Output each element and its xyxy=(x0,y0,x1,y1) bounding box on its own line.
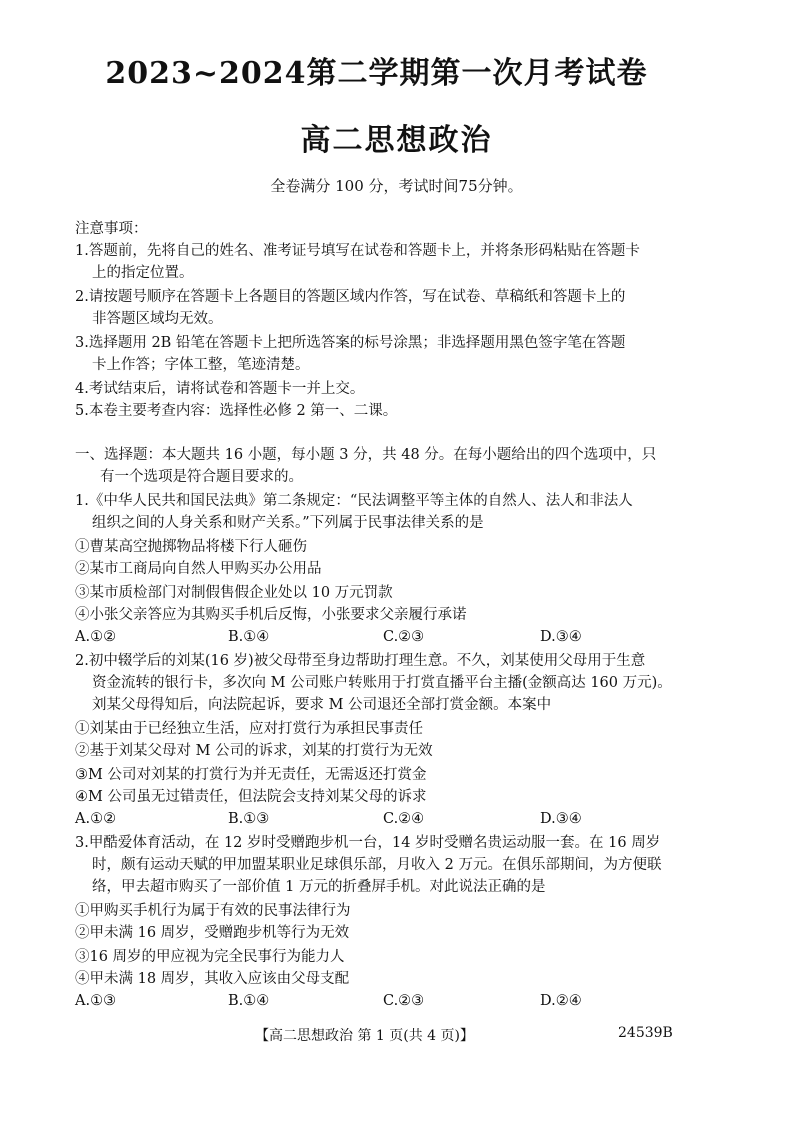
paper-code: 24539B xyxy=(618,1025,673,1041)
question-item: ④甲未满 18 周岁，其收入应该由父母支配 xyxy=(75,971,350,987)
question-item: ②基于刘某父母对 M 公司的诉求，刘某的打赏行为无效 xyxy=(75,743,433,759)
option-c[interactable]: C.②③ xyxy=(383,993,425,1009)
question-item: ③M 公司对刘某的打赏行为并无责任，无需返还打赏金 xyxy=(75,767,427,783)
question-item: ③某市质检部门对制假售假企业处以 10 万元罚款 xyxy=(75,585,393,601)
page-footer-label: 【高二思想政治 第 1 页(共 4 页)】 xyxy=(255,1028,474,1044)
exam-info: 全卷满分 100 分，考试时间75分钟。 xyxy=(270,177,523,195)
note-line: 非答题区域均无效。 xyxy=(92,311,223,327)
option-b[interactable]: B.①③ xyxy=(228,811,270,827)
question-item: ①曹某高空抛掷物品将楼下行人砸伤 xyxy=(75,539,307,555)
section-heading-cont: 有一个选项是符合题目要求的。 xyxy=(100,469,303,485)
question-stem: 资金流转的银行卡，多次向 M 公司账户转账用于打赏直播平台主播(金额高达 160 万元)。 xyxy=(92,675,672,691)
question-item: ①甲购买手机行为属于有效的民事法律行为 xyxy=(75,903,351,919)
question-item: ②某市工商局向自然人甲购买办公用品 xyxy=(75,561,322,577)
exam-title: 2023~2024第二学期第一次月考试卷 xyxy=(105,56,648,91)
subject-title: 高二思想政治 xyxy=(300,123,493,158)
option-d[interactable]: D.③④ xyxy=(540,811,582,827)
note-line: 2.请按题号顺序在答题卡上各题目的答题区域内作答，写在试卷、草稿纸和答题卡上的 xyxy=(75,289,626,305)
question-stem: 1.《中华人民共和国民法典》第二条规定：“民法调整平等主体的自然人、法人和非法人 xyxy=(75,493,633,509)
question-item: ①刘某由于已经独立生活，应对打赏行为承担民事责任 xyxy=(75,721,423,737)
note-line: 3.选择题用 2B 铅笔在答题卡上把所选答案的标号涂黑；非选择题用黑色签字笔在答题 xyxy=(75,335,626,351)
option-d[interactable]: D.③④ xyxy=(540,629,582,645)
question-item: ②甲未满 16 周岁，受赠跑步机等行为无效 xyxy=(75,925,350,941)
question-stem: 2.初中辍学后的刘某(16 岁)被父母带至身边帮助打理生意。不久，刘某使用父母用于生意 xyxy=(75,653,646,669)
note-line: 卡上作答；字体工整，笔迹清楚。 xyxy=(92,357,310,373)
question-stem: 刘某父母得知后，向法院起诉，要求 M 公司退还全部打赏金额。本案中 xyxy=(92,697,552,713)
option-a[interactable]: A.①② xyxy=(75,629,117,645)
question-stem: 时，颇有运动天赋的甲加盟某职业足球俱乐部，月收入 2 万元。在俱乐部期间，为方便联 xyxy=(92,857,662,873)
option-d[interactable]: D.②④ xyxy=(540,993,582,1009)
question-stem: 3.甲酷爱体育活动，在 12 岁时受赠跑步机一台，14 岁时受赠名贵运动服一套。在 16 周岁 xyxy=(75,835,661,851)
option-a[interactable]: A.①② xyxy=(75,811,117,827)
question-item: ③16 周岁的甲应视为完全民事行为能力人 xyxy=(75,949,345,965)
notes-heading: 注意事项： xyxy=(75,221,148,237)
note-line: 4.考试结束后，请将试卷和答题卡一并上交。 xyxy=(75,381,365,397)
note-line: 5.本卷主要考查内容：选择性必修 2 第一、二课。 xyxy=(75,403,398,419)
option-a[interactable]: A.①③ xyxy=(75,993,117,1009)
note-line: 上的指定位置。 xyxy=(92,265,194,281)
question-stem: 络，甲去超市购买了一部价值 1 万元的折叠屏手机。对此说法正确的是 xyxy=(92,879,546,895)
option-b[interactable]: B.①④ xyxy=(228,629,270,645)
note-line: 1.答题前，先将自己的姓名、准考证号填写在试卷和答题卡上，并将条形码粘贴在答题卡 xyxy=(75,243,640,259)
option-c[interactable]: C.②③ xyxy=(383,629,425,645)
question-item: ④小张父亲答应为其购买手机后反悔，小张要求父亲履行承诺 xyxy=(75,607,467,623)
question-stem: 组织之间的人身关系和财产关系。”下列属于民事法律关系的是 xyxy=(92,515,484,531)
section-heading: 一、选择题：本大题共 16 小题，每小题 3 分，共 48 分。在每小题给出的四个选项中，只 xyxy=(75,447,657,463)
option-b[interactable]: B.①④ xyxy=(228,993,270,1009)
question-item: ④M 公司虽无过错责任，但法院会支持刘某父母的诉求 xyxy=(75,789,427,805)
option-c[interactable]: C.②④ xyxy=(383,811,425,827)
